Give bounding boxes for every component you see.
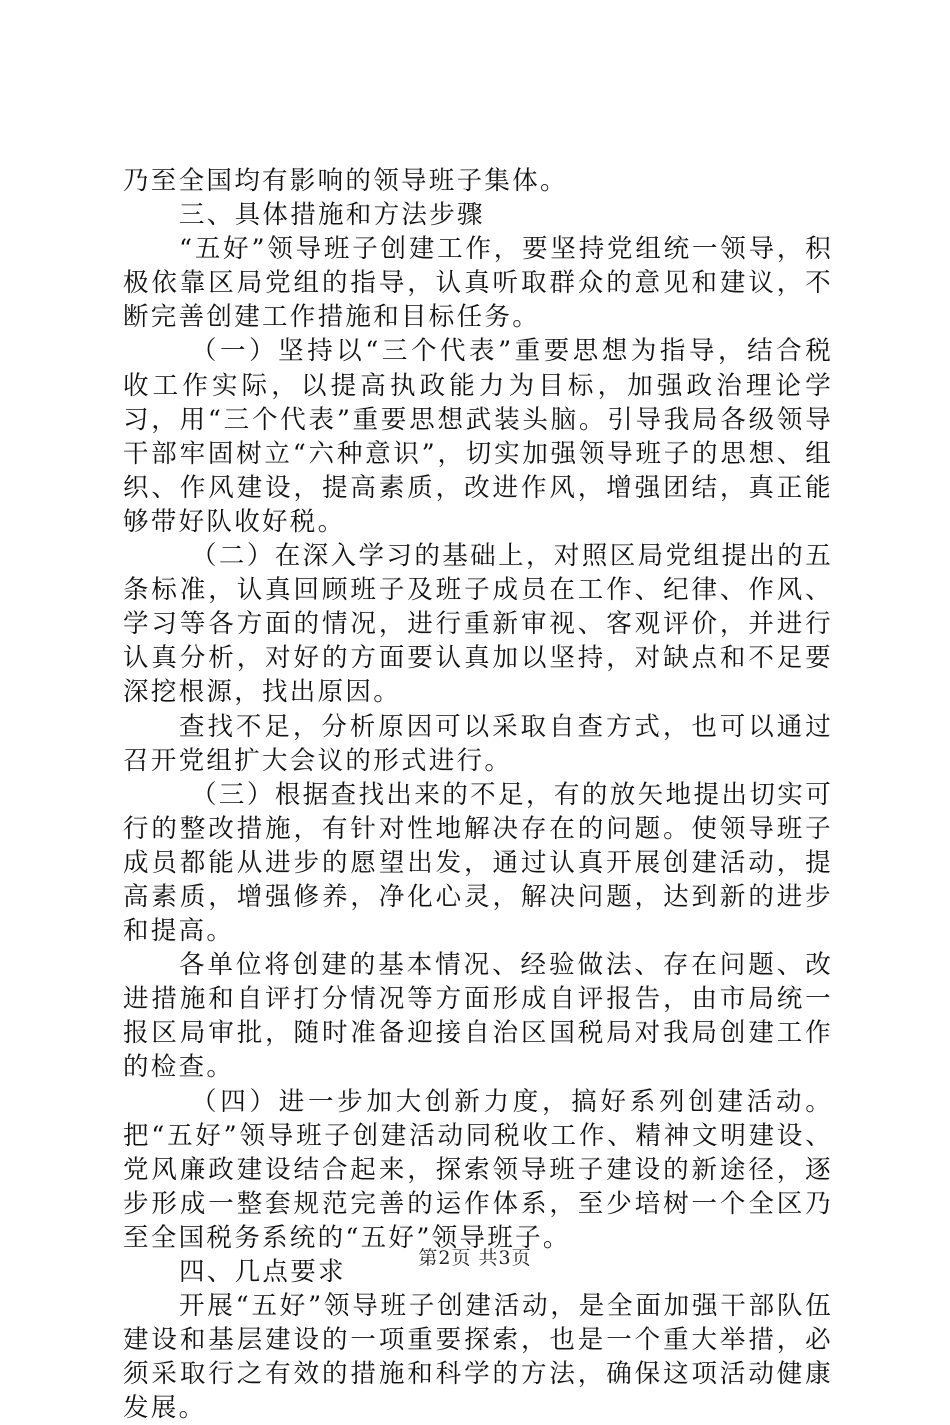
paragraph-item-2: （二）在深入学习的基础上，对照区局党组提出的五条标准，认真回顾班子及班子成员在工作、纪律、作风、学习等各方面的情况，进行重新审视、客观评价，并进行认真分析，对好的方面要认真加以坚持，对缺点和不足要深挖根源，找出原因。	[123, 541, 833, 708]
paragraph-item-4: （四）进一步加大创新力度，搞好系列创建活动。把“五好”领导班子创建活动同税收工作、精神文明建设、党风廉政建设结合起来，探索领导班子建设的新途径，逐步形成一整套规范完善的运作体系，至少培树一个全区乃至全国税务系统的“五好”领导班子。	[123, 1086, 833, 1253]
document-body	[123, 164, 833, 1425]
section-heading-3: 三、具体措施和方法步骤	[179, 200, 485, 231]
paragraph-report: 各单位将创建的基本情况、经验做法、存在问题、改进措施和自评打分情况等方面形成自评报告，由市局统一报区局审批，随时准备迎接自治区国税局对我局创建工作的检查。	[123, 950, 833, 1083]
paragraph-item-3: （三）根据查找出来的不足，有的放矢地提出切实可行的整改措施，有针对性地解决存在的问题。使领导班子成员都能从进步的愿望出发，通过认真开展创建活动，提高素质，增强修养，净化心灵，解决问题，达到新的进步和提高。	[123, 779, 833, 947]
paragraph-continuation: 乃至全国均有影响的领导班子集体。	[123, 166, 568, 196]
page-number-footer: 第2页 共3页	[418, 1247, 532, 1269]
paragraph-self-check: 查找不足，分析原因可以采取自查方式，也可以通过召开党组扩大会议的形式进行。	[123, 711, 833, 776]
section-heading-4: 四、几点要求	[179, 1257, 346, 1287]
paragraph-item-1: （一）坚持以“三个代表”重要思想为指导，结合税收工作实际，以提高执政能力为目标，加强政治理论学习，用“三个代表”重要思想武装头脑。引导我局各级领导干部牢固树立“六种意识”，切实加强领导班子的思想、组织、作风建设，提高素质，改进作风，增强团结，真正能够带好队收好税。	[123, 336, 833, 537]
paragraph-intro: “五好”领导班子创建工作，要坚持党组统一领导，积极依靠区局党组的指导，认真听取群众的意见和建议，不断完善创建工作措施和目标任务。	[123, 234, 833, 333]
paragraph-requirements: 开展“五好”领导班子创建活动，是全面加强干部队伍建设和基层建设的一项重要探索，也是一个重大举措，必须采取行之有效的措施和科学的方法，确保这项活动健康发展。	[123, 1291, 833, 1424]
